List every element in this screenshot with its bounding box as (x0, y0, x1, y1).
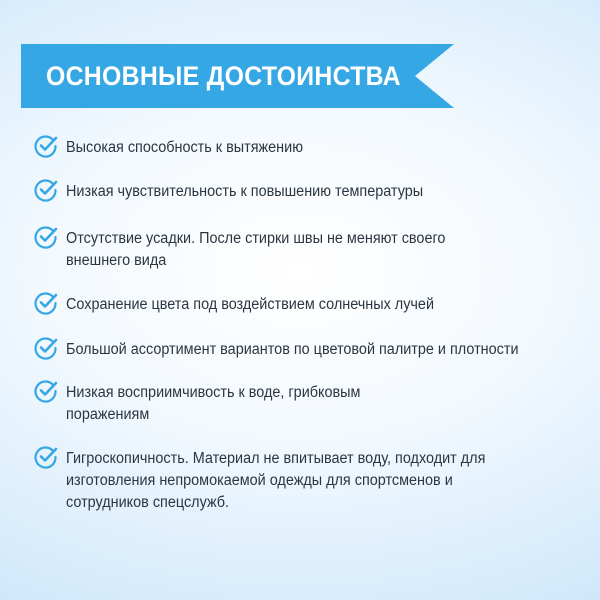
check-circle-icon (33, 444, 59, 470)
check-circle-icon (33, 133, 59, 159)
check-circle-icon (33, 378, 59, 404)
check-circle-icon (33, 177, 59, 203)
check-circle-icon (33, 335, 59, 361)
feature-text: Гигроскопичность. Материал не впитывает воду, подходит для изготовления непромокаемой одежды для спортсменов и сотрудников спецслужб. (66, 450, 486, 511)
feature-text: Высокая способность к вытяжению (66, 139, 304, 156)
feature-text: Отсутствие усадки. После стирки швы не меняют своего внешнего вида (66, 230, 446, 269)
feature-text: Большой ассортимент вариантов по цветовой палитре и плотности (66, 341, 519, 358)
check-circle-icon (33, 224, 59, 250)
page-title: ОСНОВНЫЕ ДОСТОИНСТВА (46, 61, 401, 91)
feature-text: Сохранение цвета под воздействием солнечных лучей (66, 296, 435, 313)
feature-text: Низкая чувствительность к повышению температуры (66, 183, 424, 200)
feature-text: Низкая восприимчивость к воде, грибковым поражениям (66, 384, 361, 423)
check-circle-icon (33, 290, 59, 316)
